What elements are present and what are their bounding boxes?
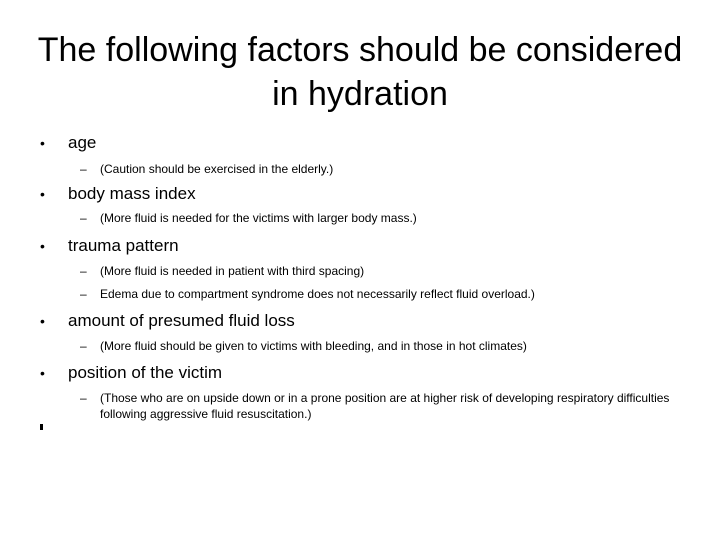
sub-item (80, 390, 670, 422)
bullet-label: trauma pattern (68, 236, 179, 255)
bullet-icon: • (40, 135, 45, 151)
bullet-icon: • (40, 238, 45, 254)
sub-item (80, 161, 333, 177)
sub-item-text: (More fluid is needed for the victims with larger body mass.) (100, 211, 417, 225)
sub-item (80, 263, 364, 279)
sub-item-text: (Caution should be exercised in the elderly.) (100, 162, 334, 176)
dash-icon: – (80, 339, 87, 353)
bullet-icon: • (40, 365, 45, 381)
sub-item (80, 286, 535, 302)
sub-item-text: (Those who are on upside down or in a prone position are at higher risk of developing respiratory difficulties following aggressive fluid resuscitation.) (100, 391, 670, 421)
bullet-item-victim-position (40, 362, 222, 384)
sub-item-text: (More fluid is needed in patient with third spacing) (100, 264, 365, 278)
sub-item-text: (More fluid should be given to victims with bleeding, and in those in hot climates) (100, 339, 527, 353)
bullet-item-presumed-fluid-loss (40, 310, 295, 332)
dash-icon: – (80, 162, 87, 176)
bullet-item-body-mass-index (40, 183, 196, 205)
bullet-label: age (68, 133, 97, 152)
bullet-icon: • (40, 186, 45, 202)
dash-icon: – (80, 264, 87, 278)
bullet-label: amount of presumed fluid loss (68, 311, 295, 330)
dash-icon: – (80, 287, 87, 301)
bullet-item-trauma-pattern (40, 235, 179, 257)
sub-item-text: Edema due to compartment syndrome does not necessarily reflect fluid overload.) (100, 287, 535, 301)
bullet-icon: • (40, 313, 45, 329)
bullet-label: body mass index (68, 184, 196, 203)
dash-icon: – (80, 211, 87, 225)
sub-item (80, 210, 417, 226)
empty-bullet-marker (40, 424, 43, 430)
slide-title: The following factors should be considered in hydration (37, 31, 683, 113)
dash-icon: – (80, 391, 87, 405)
bullet-item-age (40, 132, 96, 154)
bullet-label: position of the victim (68, 363, 223, 382)
sub-item (80, 338, 527, 354)
